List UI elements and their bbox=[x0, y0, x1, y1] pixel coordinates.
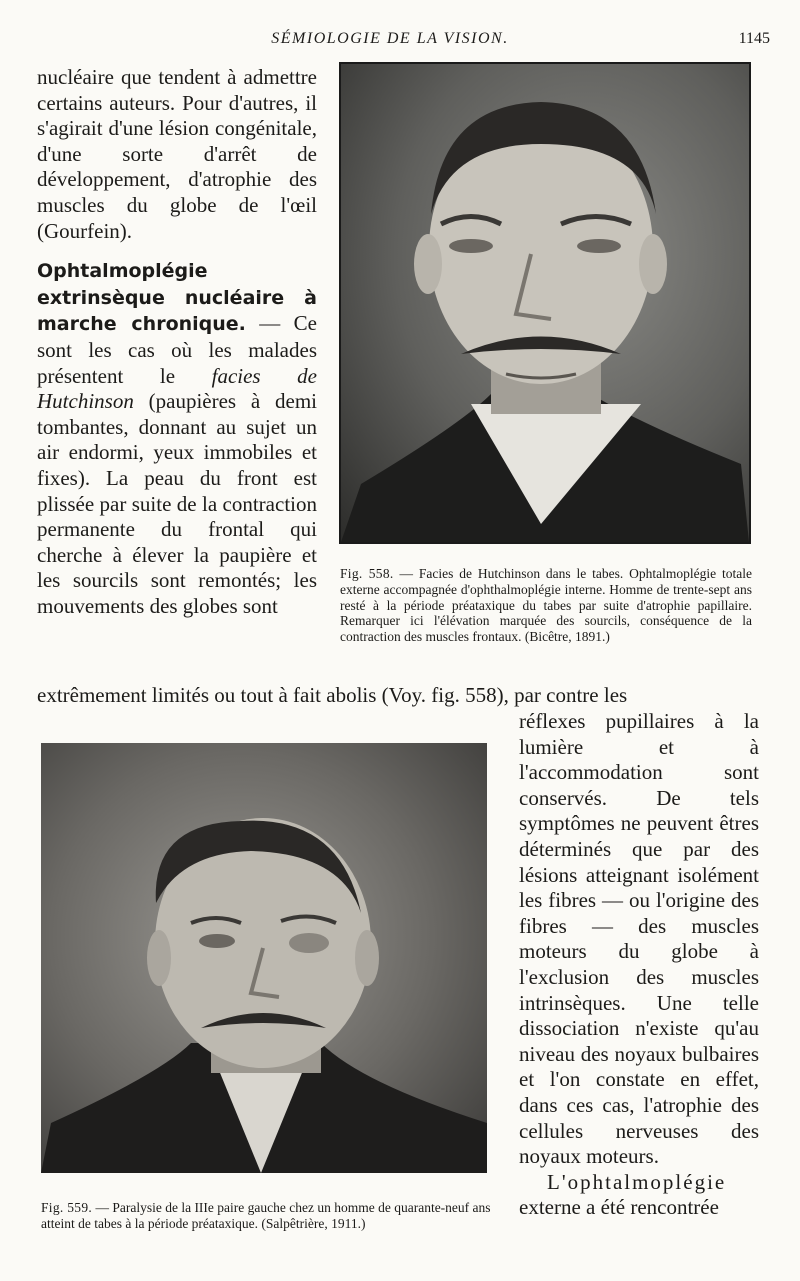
italic-term: facies de Hutchinson bbox=[37, 363, 317, 414]
paragraph-nuclear-chronic bbox=[37, 258, 317, 619]
figure-558-caption bbox=[340, 566, 752, 645]
portrait-illustration bbox=[41, 743, 487, 1173]
figure-559-label: Fig. 559. bbox=[41, 1200, 93, 1215]
section-heading: Ophtalmoplégie extrinsèque nucléaire à marche chronique. bbox=[37, 260, 317, 336]
page-number: 1145 bbox=[738, 30, 770, 47]
figure-559-photo bbox=[41, 743, 487, 1173]
figure-558-photo bbox=[339, 62, 751, 544]
paragraph-reflexes: réflexes pupillaires à la lumière et à l'accommodation sont conservés. De tels symptômes ne peuvent êtres déterminés que par des lésions atteignant isolément les fibres — ou l'origine des fibres — des muscles moteurs du globe à l'exclusion des muscles intrinsèques. Une telle dissociation n'existe qu'au niveau des noyaux bulbaires et l'on constate en effet, dans ces cas, l'atrophie des cellules nerveuses des noyaux moteurs. bbox=[519, 709, 759, 1169]
running-title: SÉMIOLOGIE DE LA VISION. bbox=[271, 30, 509, 47]
right-column-text bbox=[519, 709, 759, 1221]
portrait-illustration bbox=[341, 64, 749, 542]
paragraph-gourfein: nucléaire que tendent à admettre certains auteurs. Pour d'autres, il s'agirait d'une lésion congénitale, d'une sorte d'arrêt de développement, d'atrophie des muscles du globe de l'œil (Gourfein). bbox=[37, 65, 317, 243]
left-column-text bbox=[37, 65, 317, 619]
figure-559-caption bbox=[41, 1200, 491, 1232]
figure-558-caption-text: — Facies de Hutchinson dans le tabes. Ophtalmoplégie totale externe accompagnée d'ophthalmoplégie interne. Homme de trente-sept ans resté à la période préataxique du tabes par suite d'atrophie papillaire. Remarquer ici l'élévation marquée des sourcils, conséquence de la contraction des muscles frontaux. (Bicêtre, 1891.) bbox=[340, 566, 752, 645]
full-width-line: extrêmement limités ou tout à fait abolis (Voy. fig. 558), par contre les bbox=[37, 683, 628, 707]
paragraph-intro: — Ce sont les cas où les malades présentent le bbox=[37, 311, 318, 388]
paragraph-continuation: externe a été rencontrée bbox=[519, 1195, 719, 1220]
spaced-term: L'ophtalmoplégie bbox=[547, 1169, 727, 1194]
figure-559-caption-text: — Paralysie de la IIIe paire gauche chez un homme de quarante-neuf ans atteint de tabes à la période préataxique. (Salpêtrière, 1911.) bbox=[41, 1200, 491, 1231]
paragraph-rest: (paupières à demi tombantes, donnant au sujet un air endormi, yeux immobiles et fixes). La peau du front est plissée par suite de la contraction permanente du frontal qui cherche à élever la paupière et les sourcils sont remontés; les mouvements des globes sont bbox=[37, 389, 317, 618]
paragraph-external-ophthalmoplegia bbox=[519, 1170, 759, 1221]
figure-558-label: Fig. 558. bbox=[340, 566, 394, 581]
